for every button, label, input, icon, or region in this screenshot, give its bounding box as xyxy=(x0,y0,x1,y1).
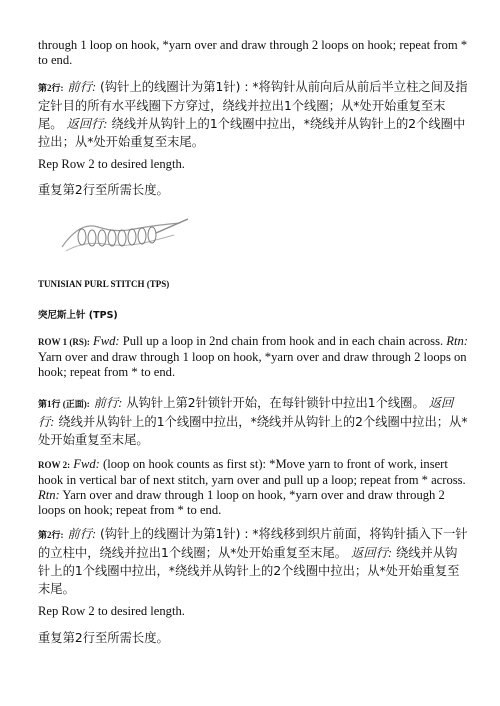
row-label: ROW 1 (RS): xyxy=(38,337,90,347)
forward-text: 从钩针上第2针锁针开始，在每针锁针中拉出1个线圈。 xyxy=(126,396,425,410)
repeat-instruction-zh: 重复第2行至所需长度。 xyxy=(38,183,169,197)
row-1-instructions-zh xyxy=(38,394,468,449)
stitch-illustration xyxy=(60,211,190,259)
forward-label: Fwd: xyxy=(73,457,100,471)
repeat-instruction-en: Rep Row 2 to desired length. xyxy=(38,157,185,171)
return-text: 绕线并从钩针上的1个线圈中拉出，*绕线并从钩针上的2个线圈中拉出；从*处开始重复至末尾。 xyxy=(38,117,466,149)
return-label: 返回行: xyxy=(351,546,393,560)
paragraph-continuation: through 1 loop on hook, *yarn over and draw through 2 loops on hook; repeat from * to end. xyxy=(38,38,468,67)
row-label: 第2行: xyxy=(38,83,64,93)
repeat-instruction-en-2: Rep Row 2 to desired length. xyxy=(38,604,185,618)
forward-label: 前行: xyxy=(67,527,97,541)
forward-text: (loop on hook counts as first st): *Move yarn to front of work, insert hook in vertical bar of next stitch, yarn over and pull up a loop; repeat from * across. xyxy=(38,457,466,487)
return-label: 返回行: xyxy=(66,117,108,131)
return-text: 绕线并从钩针上的1个线圈中拉出，*绕线并从钩针上的2个线圈中拉出；从*处开始重复至末尾。 xyxy=(38,415,468,447)
row-1-instructions-en xyxy=(38,334,468,380)
forward-label: 前行: xyxy=(93,396,123,410)
return-label: Rtn: xyxy=(446,334,468,348)
return-label: 返回行: xyxy=(38,396,454,429)
return-label: Rtn: xyxy=(38,488,60,502)
section-heading-en: TUNISIAN PURL STITCH (TPS) xyxy=(38,279,170,289)
return-text: Yarn over and draw through 1 loop on hook, *yarn over and draw through 2 loops on hook; repeat from * to end. xyxy=(38,488,445,517)
row-label: ROW 2: xyxy=(38,460,71,470)
section-heading-zh: 突尼斯上针 (TPS) xyxy=(38,310,118,321)
return-text: 绕线并从钩针上的1个线圈中拉出，*绕线并从钩针上的2个线圈中拉出；从*处开始重复至末尾。 xyxy=(38,546,460,596)
row-label: 第2行: xyxy=(38,530,64,540)
forward-label: 前行: xyxy=(67,80,97,94)
repeat-instruction-zh-2: 重复第2行至所需长度。 xyxy=(38,631,169,645)
row-2-instructions-zh xyxy=(38,78,468,151)
row-2-instructions-zh xyxy=(38,525,468,598)
forward-text: (钩针上的线圈计为第1针) : *将线移到织片前面，将钩针插入下一针的立柱中，绕线并拉出1个线圈；从*处开始重复至末尾。 xyxy=(38,527,468,560)
return-text: Yarn over and draw through 1 loop on hook, *yarn over and draw through 2 loops on hook; repeat from * to end. xyxy=(38,350,467,379)
forward-text: (钩针上的线圈计为第1针) : *将钩针从前向后从前后半立柱之间及指定针目的所有水平线圈下方穿过，绕线并拉出1个线圈；从*处开始重复至末尾。 xyxy=(38,80,468,131)
row-label: 第1行 (正面): xyxy=(38,399,90,409)
row-2-instructions-en xyxy=(38,457,468,518)
forward-text: Pull up a loop in 2nd chain from hook and in each chain across. xyxy=(122,334,444,348)
forward-label: Fwd: xyxy=(93,334,120,348)
